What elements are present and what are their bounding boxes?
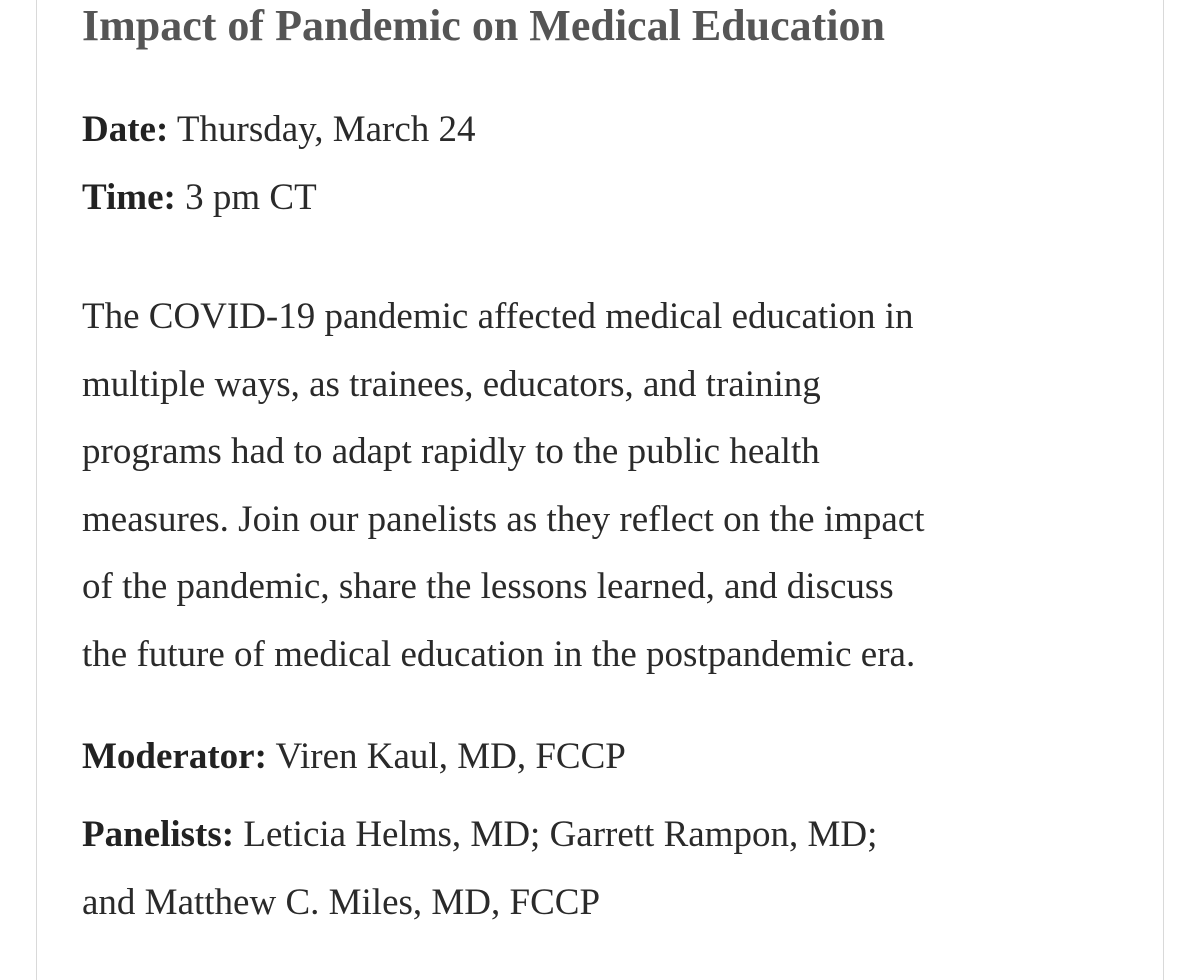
moderator-label: Moderator: [82,736,267,777]
panelists-label: Panelists: [82,814,235,855]
description-line: programs had to adapt rapidly to the public health [82,431,820,472]
event-moderator [82,733,626,781]
moderator-value: Viren Kaul, MD, FCCP [275,736,626,777]
date-value: Thursday, March 24 [176,109,476,150]
date-label: Date: [82,109,169,150]
description-line: multiple ways, as trainees, educators, and training [82,363,821,405]
description-line: of the pandemic, share the lessons learned, and discuss [82,566,894,607]
description-line: measures. Join our panelists as they reflect on the impact [82,498,925,540]
time-label: Time: [82,177,176,218]
event-time [82,174,317,222]
time-value: 3 pm CT [185,177,317,218]
description-line: the future of medical education in the postpandemic era. [82,633,916,675]
panelists-value-line-1: Leticia Helms, MD; Garrett Rampon, MD; [243,814,878,855]
event-title: Impact of Pandemic on Medical Education [82,1,885,50]
event-panelists [82,801,877,936]
event-date [82,106,476,154]
panelists-value-line-2: and Matthew C. Miles, MD, FCCP [82,881,601,923]
panelists-row-1 [82,801,877,869]
description-line: The COVID-19 pandemic affected medical education in [82,296,914,337]
event-description [82,283,1122,688]
